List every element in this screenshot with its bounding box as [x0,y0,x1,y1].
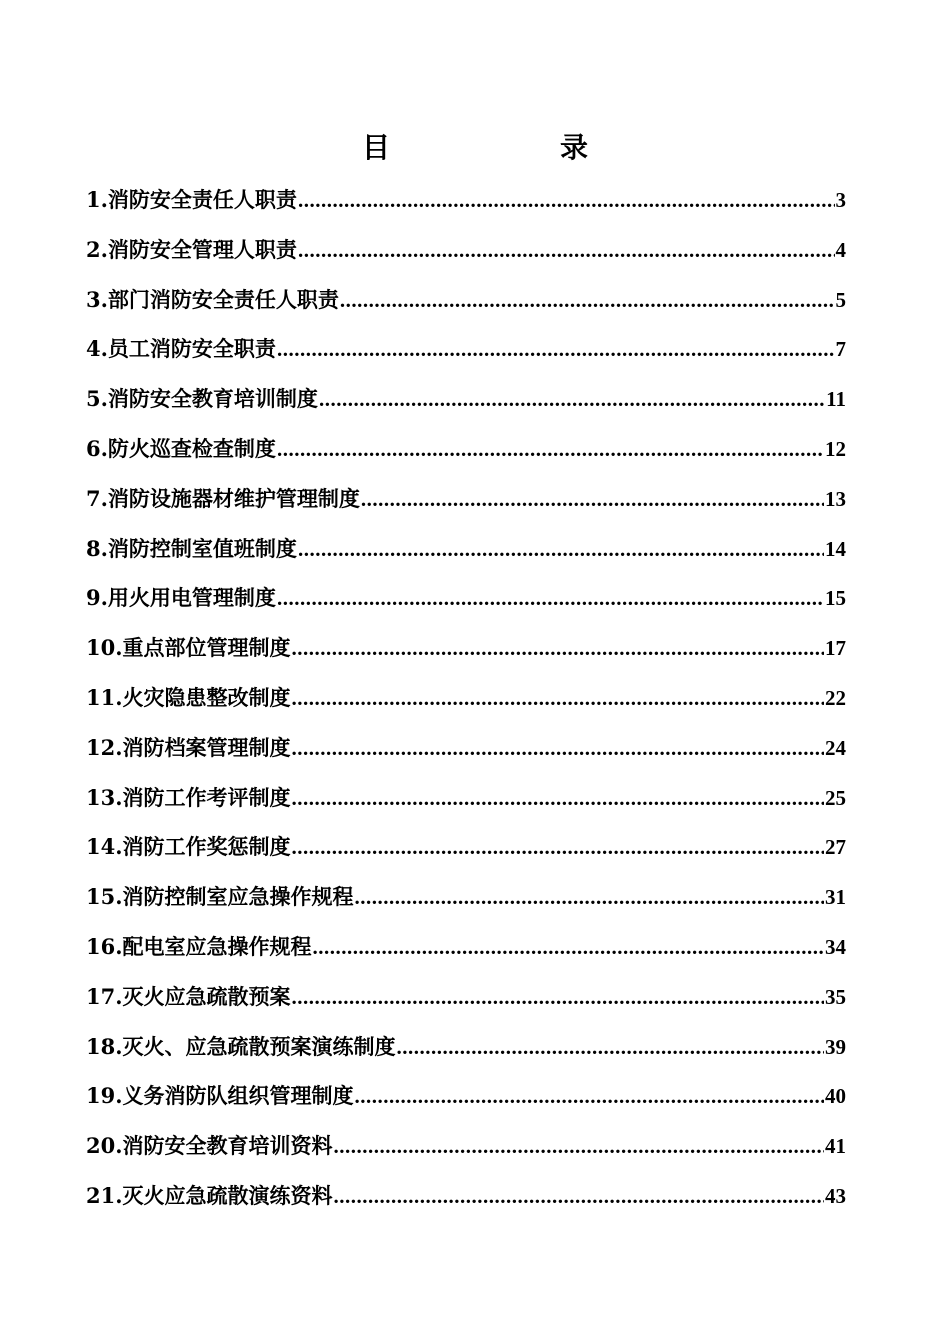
toc-dot-leader [298,529,824,569]
toc-dot-leader [319,379,825,419]
toc-page-number: 5 [835,287,846,312]
toc-page-number: 34 [825,934,846,959]
toc-page-number: 14 [825,536,846,561]
toc-page-number: 11 [826,387,846,412]
toc-entry-label: 10.重点部位管理制度 [86,635,291,661]
toc-dot-leader [292,728,824,768]
toc-entry-label: 16.配电室应急操作规程 [86,933,312,959]
toc-title: 目 录 [361,131,626,164]
toc-entry-label: 1.消防安全责任人职责 [86,187,297,212]
toc-entry-label: 3.部门消防安全责任人职责 [86,286,339,312]
toc-dot-leader [334,1126,824,1166]
toc-dot-leader [340,280,835,320]
toc-entry[interactable] [86,329,846,379]
toc-page-number: 40 [825,1084,846,1109]
toc-entry[interactable] [86,1027,846,1077]
toc-page-number: 7 [835,337,846,362]
toc-entry-label: 13.消防工作考评制度 [86,784,291,810]
toc-page-number: 17 [825,636,846,661]
toc-entry-label: 5.消防安全教育培训制度 [86,386,318,412]
toc-entry-label: 15.消防控制室应急操作规程 [86,884,354,910]
toc-entry[interactable] [86,230,846,280]
toc-entry-label: 7.消防设施器材维护管理制度 [86,485,360,511]
toc-entry[interactable] [86,977,846,1027]
toc-entry[interactable] [86,180,846,230]
toc-page-number: 25 [825,785,846,810]
toc-page-number: 43 [825,1183,846,1208]
toc-entry[interactable] [86,280,846,330]
toc-page-number: 22 [825,685,846,710]
toc-dot-leader [397,1027,824,1067]
toc-page-number: 12 [825,436,846,461]
toc-dot-leader [355,877,824,917]
toc-entry-label: 9.用火用电管理制度 [86,585,276,611]
toc-page-number: 27 [825,835,846,860]
toc-entry-label: 11.火灾隐患整改制度 [86,684,291,710]
toc-page-number: 13 [825,486,846,511]
toc-page-number: 31 [825,885,846,910]
toc-list [86,180,846,1226]
toc-entry[interactable] [86,728,846,778]
toc-entry-label: 18.灭火、应急疏散预案演练制度 [86,1033,396,1059]
toc-dot-leader [292,977,824,1017]
toc-entry-label: 8.消防控制室值班制度 [86,535,297,561]
toc-page-number: 41 [825,1134,846,1159]
toc-entry[interactable] [86,877,846,927]
toc-entry[interactable] [86,1126,846,1176]
toc-dot-leader [298,230,835,270]
toc-entry-label: 20.消防安全教育培训资料 [86,1133,333,1159]
toc-entry-label: 17.灭火应急疏散预案 [86,983,291,1009]
toc-entry-label: 6.防火巡查检查制度 [86,435,276,461]
toc-entry-label: 21.灭火应急疏散演练资料 [86,1182,333,1208]
toc-page-number: 35 [825,984,846,1009]
toc-page-number: 4 [835,237,846,262]
toc-dot-leader [292,628,824,668]
toc-page-number: 39 [825,1034,846,1059]
toc-dot-leader [355,1076,824,1116]
toc-entry-label: 14.消防工作奖惩制度 [86,834,291,860]
toc-dot-leader [292,778,824,818]
toc-entry[interactable] [86,379,846,429]
toc-dot-leader [292,678,824,718]
toc-dot-leader [277,329,835,369]
toc-entry[interactable] [86,529,846,579]
toc-entry[interactable] [86,628,846,678]
toc-entry[interactable] [86,578,846,628]
toc-dot-leader [277,429,824,469]
toc-entry[interactable] [86,479,846,529]
toc-entry[interactable] [86,1076,846,1126]
toc-entry[interactable] [86,927,846,977]
toc-dot-leader [277,578,824,618]
toc-entry[interactable] [86,429,846,479]
toc-dot-leader [334,1176,824,1216]
toc-entry[interactable] [86,827,846,877]
toc-dot-leader [298,180,835,220]
toc-entry-label: 19.义务消防队组织管理制度 [86,1083,354,1109]
toc-dot-leader [313,927,824,967]
toc-dot-leader [292,827,824,867]
toc-page-number: 3 [835,188,846,212]
toc-entry-label: 2.消防安全管理人职责 [86,236,297,262]
toc-dot-leader [361,479,824,519]
toc-entry[interactable] [86,778,846,828]
toc-entry[interactable] [86,678,846,728]
toc-entry-label: 4.员工消防安全职责 [86,336,276,362]
toc-page-number: 15 [825,586,846,611]
toc-entry-label: 12.消防档案管理制度 [86,734,291,760]
toc-page-number: 24 [825,735,846,760]
toc-entry[interactable] [86,1176,846,1226]
